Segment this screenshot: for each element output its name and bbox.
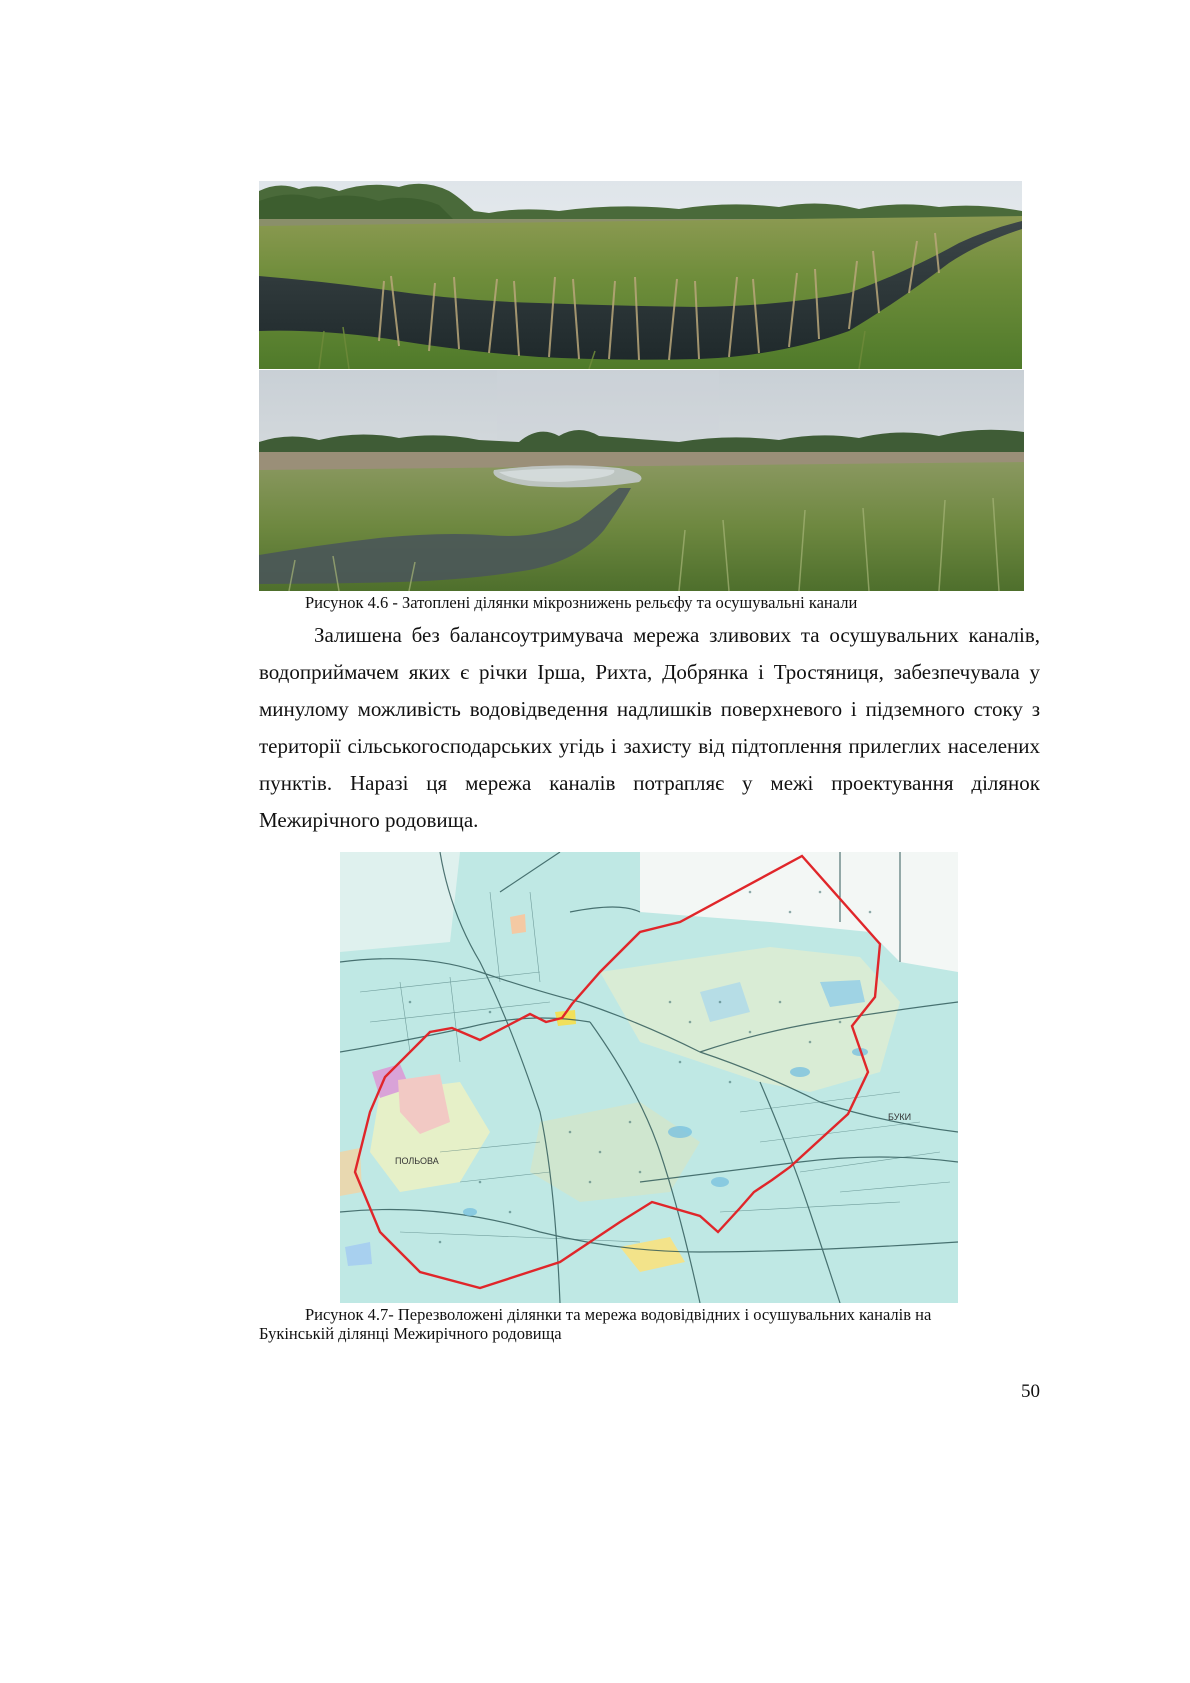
flooded-meadow-photo-icon bbox=[259, 370, 1024, 591]
figure-4-7-caption-line-1: Рисунок 4.7- Перезволожені ділянки та мережа водовідвідних і осушувальних каналів на bbox=[305, 1305, 932, 1324]
cadastral-map-icon bbox=[340, 852, 958, 1303]
wetland-canal-photo-icon bbox=[259, 181, 1022, 369]
top-panorama-photo bbox=[259, 181, 1022, 369]
figure-4-7-caption-line-2: Букінській ділянці Межирічного родовища bbox=[259, 1324, 562, 1343]
map-label-village-2: БУКИ bbox=[888, 1112, 912, 1122]
body-paragraph: Залишена без балансоутримувача мережа зливових та осушувальних каналів, водоприймачем яких є річки Ірша, Рихта, Добрянка і Тростяниця, забезпечувала у минулому можливість водовідведення надлишків поверхневого і підземного стоку з території сільськогосподарських угідь і захисту від підтоплення прилеглих населених пунктів. Наразі ця мережа каналів потрапляє у межі проектування ділянок Межирічного родовища. bbox=[259, 623, 1040, 832]
cadastral-map bbox=[340, 852, 958, 1303]
map-label-village-1: ПОЛЬОВА bbox=[395, 1156, 439, 1166]
page-number: 50 bbox=[1021, 1381, 1040, 1402]
figure-4-6-caption: Рисунок 4.6 - Затоплені ділянки мікрознижень рельєфу та осушувальні канали bbox=[305, 593, 858, 612]
bottom-panorama-photo bbox=[259, 370, 1024, 591]
